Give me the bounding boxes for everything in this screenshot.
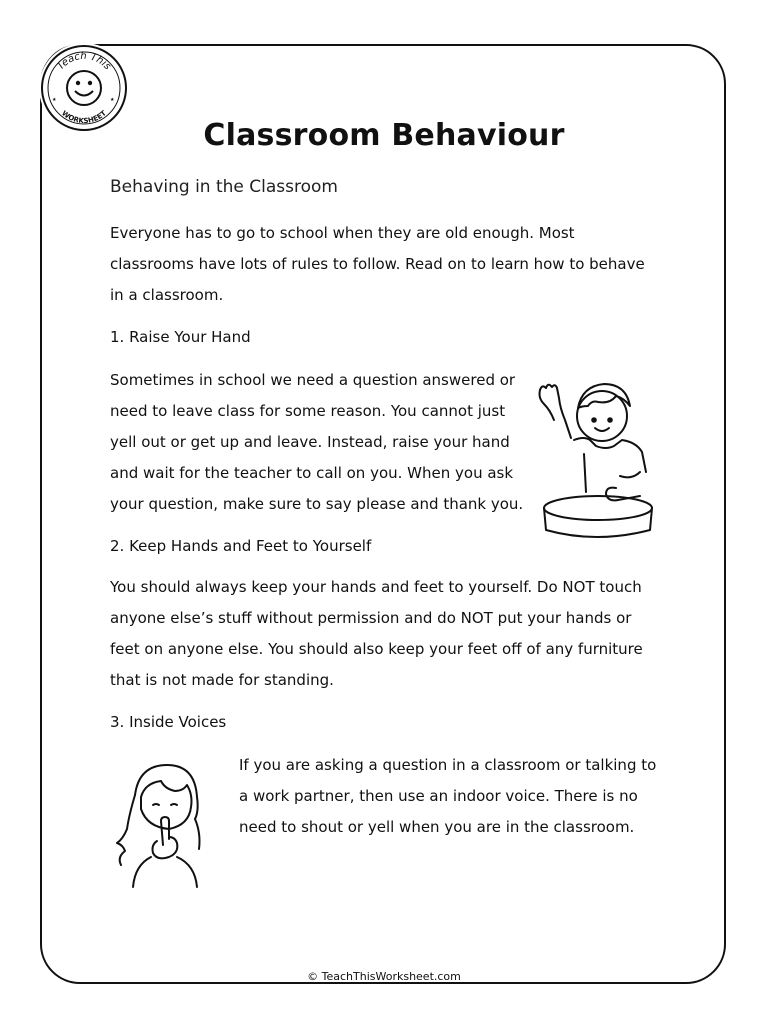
paragraph-line: anyone else’s stuff without permission and do NOT put your hands or	[110, 609, 632, 627]
paragraph-line: that is not made for standing.	[110, 671, 334, 689]
section-paragraph-inside-voices	[239, 750, 669, 843]
paragraph-line: feet on anyone else. You should also keep your feet off of any furniture	[110, 640, 643, 658]
paragraph-line: need to shout or yell when you are in the classroom.	[239, 818, 635, 836]
copyright-footer: © TeachThisWorksheet.com	[307, 970, 461, 983]
section-heading-raise-hand: 1. Raise Your Hand	[110, 328, 251, 346]
paragraph-line: and wait for the teacher to call on you. When you ask	[110, 464, 514, 482]
intro-line: classrooms have lots of rules to follow. Read on to learn how to behave	[110, 255, 645, 273]
page-title: Classroom Behaviour	[203, 118, 565, 153]
paragraph-line: need to leave class for some reason. You cannot just	[110, 402, 506, 420]
paragraph-line: If you are asking a question in a classroom or talking to	[239, 756, 657, 774]
page-subtitle: Behaving in the Classroom	[110, 177, 338, 197]
paragraph-line: your question, make sure to say please and thank you.	[110, 495, 524, 513]
intro-line: in a classroom.	[110, 286, 224, 304]
intro-paragraph	[110, 218, 670, 311]
paragraph-line: You should always keep your hands and feet to yourself. Do NOT touch	[110, 578, 642, 596]
intro-line: Everyone has to go to school when they are old enough. Most	[110, 224, 575, 242]
paragraph-line: a work partner, then use an indoor voice. There is no	[239, 787, 638, 805]
girl-finger-on-lips-icon	[105, 755, 225, 895]
paragraph-line: Sometimes in school we need a question answered or	[110, 371, 516, 389]
logo-bottom-text: WORKSHEET	[60, 109, 108, 126]
logo-top-text: Teach This	[55, 50, 113, 73]
section-heading-inside-voices: 3. Inside Voices	[110, 713, 227, 731]
section-heading-hands-feet: 2. Keep Hands and Feet to Yourself	[110, 537, 372, 555]
svg-text:★: ★	[110, 97, 115, 103]
section-paragraph-hands-feet	[110, 572, 670, 696]
paragraph-line: yell out or get up and leave. Instead, raise your hand	[110, 433, 510, 451]
boy-raising-hand-icon	[532, 368, 662, 548]
section-paragraph-raise-hand	[110, 365, 530, 520]
svg-text:★: ★	[52, 97, 57, 103]
